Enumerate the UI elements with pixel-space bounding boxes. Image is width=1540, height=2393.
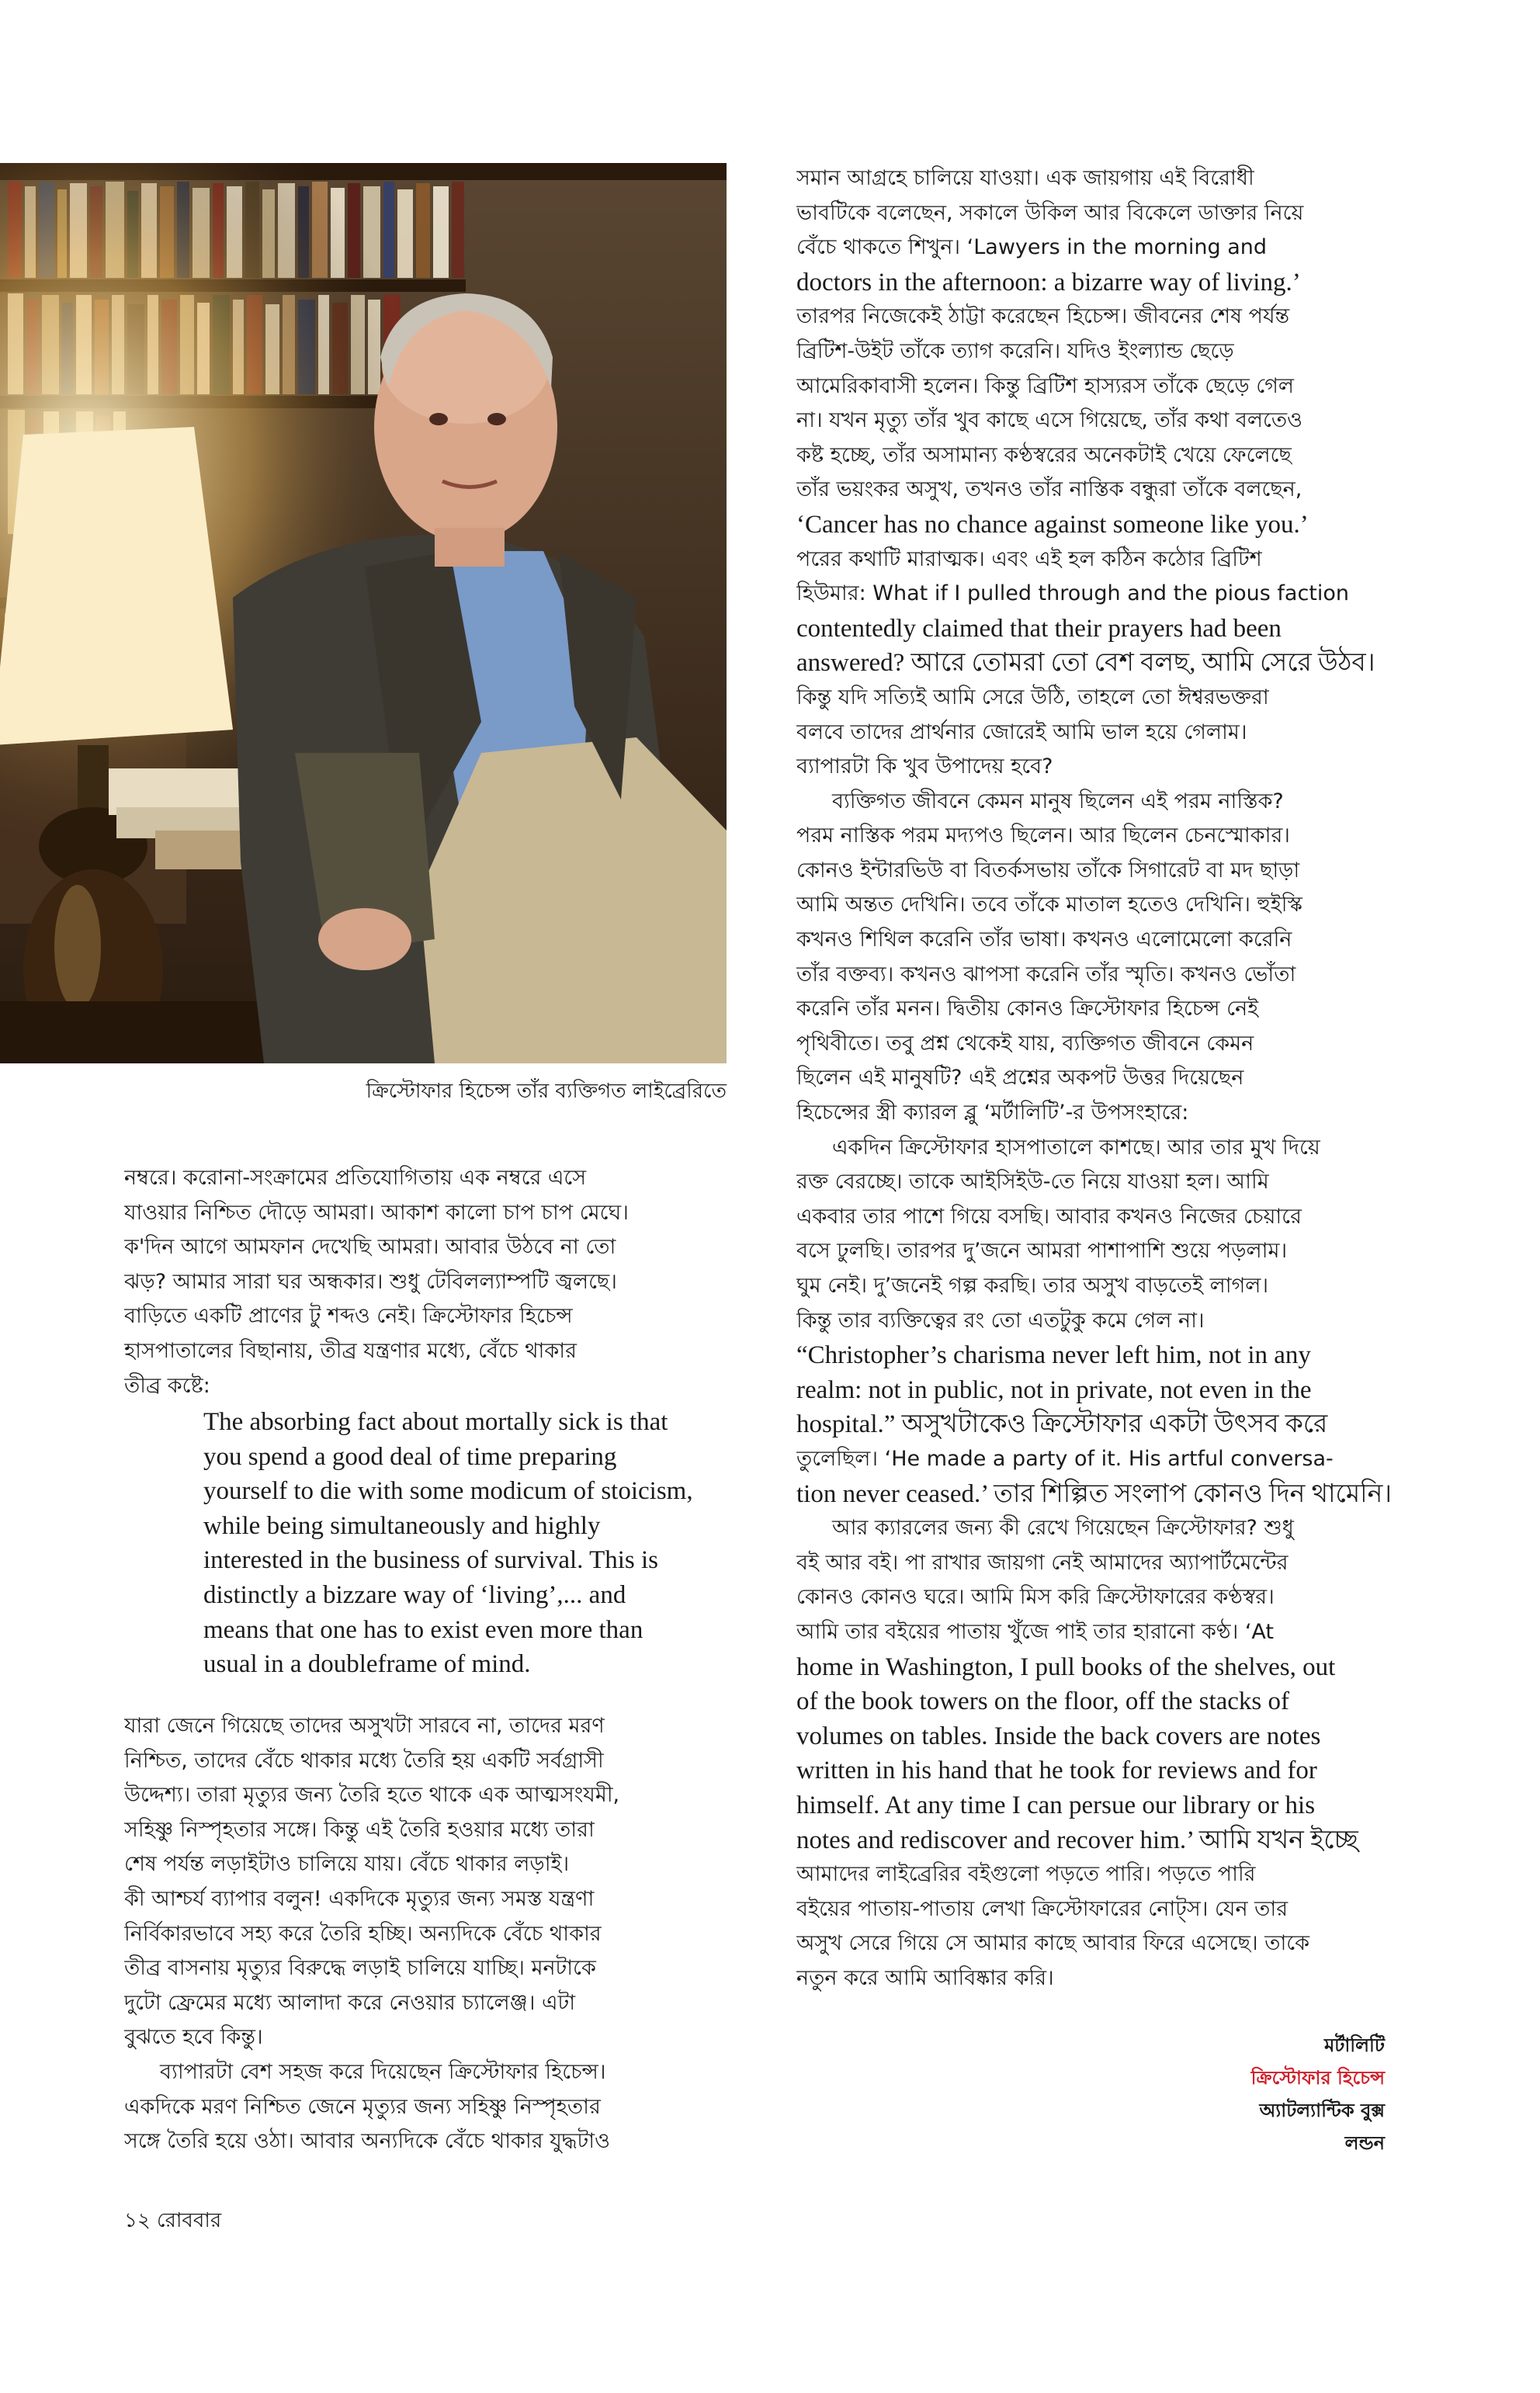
text-line: কোনও ইন্টারভিউ বা বিতর্কসভায় তাঁকে সিগারেট বা মদ ছাড়া <box>796 858 1300 883</box>
text-line: ব্যক্তিগত জীবনে কেমন মানুষ ছিলেন এই পরম নাস্তিক? <box>832 789 1284 813</box>
text-line: you spend a good deal of time preparing <box>203 1442 617 1471</box>
text-line: means that one has to exist even more than <box>203 1615 643 1644</box>
text-line: কিন্তু যদি সত্যিই আমি সেরে উঠি, তাহলে তো ঈশ্বরভক্তরা <box>796 685 1269 709</box>
book-city: লন্ডন <box>1344 2132 1385 2154</box>
text-line: “Christopher’s charisma never left him, not in any <box>796 1341 1311 1370</box>
text-line: নিশ্চিত, তাদের বেঁচে থাকার মধ্যে তৈরি হয় একটি সর্বগ্রাসী <box>124 1748 604 1773</box>
text-line: volumes on tables. Inside the back covers are notes <box>796 1722 1321 1750</box>
text-line: আমাদের লাইব্রেরির বইগুলো পড়তে পারি। পড়তে পারি <box>796 1862 1256 1887</box>
text-line: ঘুম নেই। দু’জনেই গল্প করছি। তার অসুখ বাড়তেই লাগল। <box>796 1274 1269 1298</box>
text-line: interested in the business of survival. This is <box>203 1546 658 1575</box>
text-line: হাসপাতালের বিছানায়, তীব্র যন্ত্রণার মধ্যে, বেঁচে থাকার <box>124 1338 577 1363</box>
text-line: written in his hand that he took for reviews and for <box>796 1757 1317 1785</box>
text-line: বাড়িতে একটি প্রাণের টু শব্দও নেই। ক্রিস্টোফার হিচেন্স <box>124 1304 573 1329</box>
text-line: ব্রিটিশ-উইট তাঁকে ত্যাগ করেনি। যদিও ইংল্যান্ড ছেড়ে <box>796 338 1234 363</box>
text-line: তীব্র বাসনায় মৃত্যুর বিরুদ্ধে লড়াই চালিয়ে যাচ্ছি। মনটাকে <box>124 1956 596 1981</box>
text-line: হিউমার: What if I pulled through and the pious faction <box>796 581 1350 606</box>
book-title: মর্টালিটি <box>1323 2034 1385 2056</box>
left-column-bottom <box>124 1709 730 2159</box>
text-line: তাঁর বক্তব্য। কখনও ঝাপসা করেনি তাঁর স্মৃতি। কখনও ভোঁতা <box>796 962 1296 987</box>
text-line: কখনও শিথিল করেনি তাঁর ভাষা। কখনও এলোমেলো করেনি <box>796 928 1292 952</box>
text-line: তুলেছিল। ‘He made a party of it. His artful conversa- <box>796 1446 1334 1471</box>
text-line: বইয়ের পাতায়-পাতায় লেখা ক্রিস্টোফারের নোট্স। যেন তার <box>796 1896 1289 1921</box>
text-line: পরম নাস্তিক পরম মদ্যপও ছিলেন। আর ছিলেন চেনস্মোকার। <box>796 824 1290 848</box>
text-line: home in Washington, I pull books of the shelves, out <box>796 1653 1336 1681</box>
text-line: কোনও কোনও ঘরে। আমি মিস করি ক্রিস্টোফারের কণ্ঠস্বর। <box>796 1585 1275 1610</box>
text-line: আর ক্যারলের জন্য কী রেখে গিয়েছেন ক্রিস্টোফার? শুধু <box>832 1516 1294 1541</box>
text-line: বেঁচে থাকতে শিখুন। ‘Lawyers in the morning and <box>796 235 1268 260</box>
page-footer: ১২ রোববার <box>124 2209 222 2232</box>
text-line: hospital.” অসুখটাকেও ক্রিস্টোফার একটা উৎসব করে <box>796 1410 1328 1439</box>
text-line: নির্বিকারভাবে সহ্য করে তৈরি হচ্ছি। অন্যদিকে বেঁচে থাকার <box>124 1921 602 1946</box>
text-line: of the book towers on the floor, off the stacks of <box>796 1687 1290 1716</box>
text-line: তীব্র কষ্টে: <box>124 1373 210 1398</box>
text-line: শেষ পর্যন্ত লড়াইটাও চালিয়ে যায়। বেঁচে থাকার লড়াই। <box>124 1852 570 1877</box>
block-quote <box>203 1405 747 1682</box>
text-line: বই আর বই। পা রাখার জায়গা নেই আমাদের অ্যাপার্টমেন্টের <box>796 1550 1289 1575</box>
text-line: ক'দিন আগে আমফান দেখেছি আমরা। আবার উঠবে না তো <box>124 1235 616 1260</box>
text-line: অসুখ সেরে গিয়ে সে আমার কাছে আবার ফিরে এসেছে। তাকে <box>796 1931 1310 1956</box>
right-column <box>796 161 1417 1996</box>
text-line: while being simultaneously and highly <box>203 1511 601 1540</box>
text-line: realm: not in public, not in private, not even in the <box>796 1375 1312 1404</box>
hitchens-photo <box>0 163 727 1063</box>
text-line: বসে ঢুলছি। তারপর দু’জনে আমরা পাশাপাশি শুয়ে পড়লাম। <box>796 1239 1288 1264</box>
text-line: তারপর নিজেকেই ঠাট্টা করেছেন হিচেন্স। জীবনের শেষ পর্যন্ত <box>796 304 1290 329</box>
text-line: নম্বরে। করোনা-সংক্রামের প্রতিযোগিতায় এক নম্বরে এসে <box>124 1166 587 1190</box>
text-line: তাঁর ভয়ংকর অসুখ, তখনও তাঁর নাস্তিক বন্ধুরা তাঁকে বলছেন, <box>796 477 1302 502</box>
text-line: আমি তার বইয়ের পাতায় খুঁজে পাই তার হারানো কণ্ঠ। ‘At <box>796 1619 1275 1644</box>
left-column-top <box>124 1161 730 1403</box>
text-line: বুঝতে হবে কিন্তু। <box>124 2025 263 2050</box>
text-line: contentedly claimed that their prayers had been <box>796 614 1282 643</box>
text-line: yourself to die with some modicum of stoicism, <box>203 1477 693 1506</box>
text-line: আমি অন্তত দেখিনি। তবে তাঁকে মাতাল হতেও দেখিনি। হুইস্কি <box>796 893 1302 917</box>
text-line: সহিষ্ণু নিস্পৃহতার সঙ্গে। কিন্তু এই তৈরি হওয়ার মধ্যে তারা <box>124 1817 595 1842</box>
text-line: himself. At any time I can persue our library or his <box>796 1791 1316 1819</box>
book-credits <box>1251 2029 1385 2159</box>
photo-illustration <box>0 163 727 1063</box>
text-line: ব্যাপারটা বেশ সহজ করে দিয়েছেন ক্রিস্টোফার হিচেন্স। <box>160 2059 606 2084</box>
text-line: ছিলেন এই মানুষটি? এই প্রশ্নের অকপট উত্তর দিয়েছেন <box>796 1066 1244 1091</box>
text-line: usual in a doubleframe of mind. <box>203 1650 531 1679</box>
text-line: দুটো ফ্রেমের মধ্যে আলাদা করে নেওয়ার চ্যালেঞ্জ। এটা <box>124 1990 576 2015</box>
text-line: doctors in the afternoon: a bizarre way of living.’ <box>796 268 1301 297</box>
book-author: ক্রিস্টোফার হিচেন্স <box>1250 2067 1385 2089</box>
text-line: বলবে তাদের প্রার্থনার জোরেই আমি ভাল হয়ে গেলাম। <box>796 720 1247 744</box>
text-line: করেনি তাঁর মনন। দ্বিতীয় কোনও ক্রিস্টোফার হিচেন্স নেই <box>796 997 1259 1021</box>
text-line: ‘Cancer has no chance against someone like you.’ <box>796 510 1309 539</box>
text-line: পরের কথাটি মারাত্মক। এবং এই হল কঠিন কঠোর ব্রিটিশ <box>796 546 1262 571</box>
text-line: distinctly a bizzare way of ‘living’,... and <box>203 1580 626 1609</box>
text-line: কষ্ট হচ্ছে, তাঁর অসামান্য কণ্ঠস্বরের অনেকটাই খেয়ে ফেলেছে <box>796 442 1292 467</box>
text-line: একবার তার পাশে গিয়ে বসছি। আবার কখনও নিজের চেয়ারে <box>796 1204 1302 1229</box>
text-line: কী আশ্চর্য ব্যাপার বলুন! একদিকে মৃত্যুর জন্য সমস্ত যন্ত্রণা <box>124 1886 595 1911</box>
text-line: উদ্দেশ্য। তারা মৃত্যুর জন্য তৈরি হতে থাকে এক আত্মসংযমী, <box>124 1783 620 1808</box>
text-line: আমেরিকাবাসী হলেন। কিন্তু ব্রিটিশ হাস্যরস তাঁকে ছেড়ে গেল <box>796 373 1295 398</box>
text-line: যাওয়ার নিশ্চিত দৌড়ে আমরা। আকাশ কালো চাপ চাপ মেঘে। <box>124 1200 629 1225</box>
text-line: পৃথিবীতে। তবু প্রশ্ন থেকেই যায়, ব্যক্তিগত জীবনে কেমন <box>796 1031 1254 1056</box>
text-line: The absorbing fact about mortally sick is that <box>203 1408 668 1436</box>
text-line: নতুন করে আমি আবিষ্কার করি। <box>796 1965 1054 1990</box>
text-line: tion never ceased.’ তার শিল্পিত সংলাপ কোনও দিন থামেনি। <box>796 1479 1393 1508</box>
text-line: রক্ত বেরচ্ছে। তাকে আইসিইউ-তে নিয়ে যাওয়া হল। আমি <box>796 1170 1269 1195</box>
text-line: ভাবটিকে বলেছেন, সকালে উকিল আর বিকেলে ডাক্তার নিয়ে <box>796 200 1304 225</box>
text-line: না। যখন মৃত্যু তাঁর খুব কাছে এসে গিয়েছে, তাঁর কথা বলতেও <box>796 408 1302 433</box>
text-line: ব্যাপারটা কি খুব উপাদেয় হবে? <box>796 754 1053 779</box>
book-publisher: অ্যাটল্যান্টিক বুক্স <box>1259 2100 1385 2121</box>
text-line: একদিন ক্রিস্টোফার হাসপাতালে কাশছে। আর তার মুখ দিয়ে <box>832 1135 1320 1160</box>
text-line: notes and rediscover and recover him.’ আমি যখন ইচ্ছে <box>796 1826 1358 1854</box>
text-line: যারা জেনে গিয়েছে তাদের অসুখটা সারবে না, তাদের মরণ <box>124 1714 605 1738</box>
text-line: সমান আগ্রহে চালিয়ে যাওয়া। এক জায়গায় এই বিরোধী <box>796 166 1254 190</box>
text-line: হিচেন্সের স্ত্রী ক্যারল ব্লু ‘মর্টালিটি’-র উপসংহারে: <box>796 1101 1189 1125</box>
text-line: কিন্তু তার ব্যক্তিত্বের রং তো এতটুকু কমে গেল না। <box>796 1308 1205 1333</box>
text-line: ঝড়? আমার সারা ঘর অন্ধকার। শুধু টেবিলল্যাম্পটি জ্বলছে। <box>124 1269 617 1294</box>
text-line: একদিকে মরণ নিশ্চিত জেনে মৃত্যুর জন্য সহিষ্ণু নিস্পৃহতার <box>124 2094 601 2119</box>
text-line: answered? আরে তোমরা তো বেশ বলছ, আমি সেরে উঠব। <box>796 649 1375 678</box>
text-line: সঙ্গে তৈরি হয়ে ওঠা। আবার অন্যদিকে বেঁচে থাকার যুদ্ধটাও <box>124 2129 610 2154</box>
photo-caption: ক্রিস্টোফার হিচেন্স তাঁর ব্যক্তিগত লাইব্রেরিতে <box>366 1080 727 1103</box>
